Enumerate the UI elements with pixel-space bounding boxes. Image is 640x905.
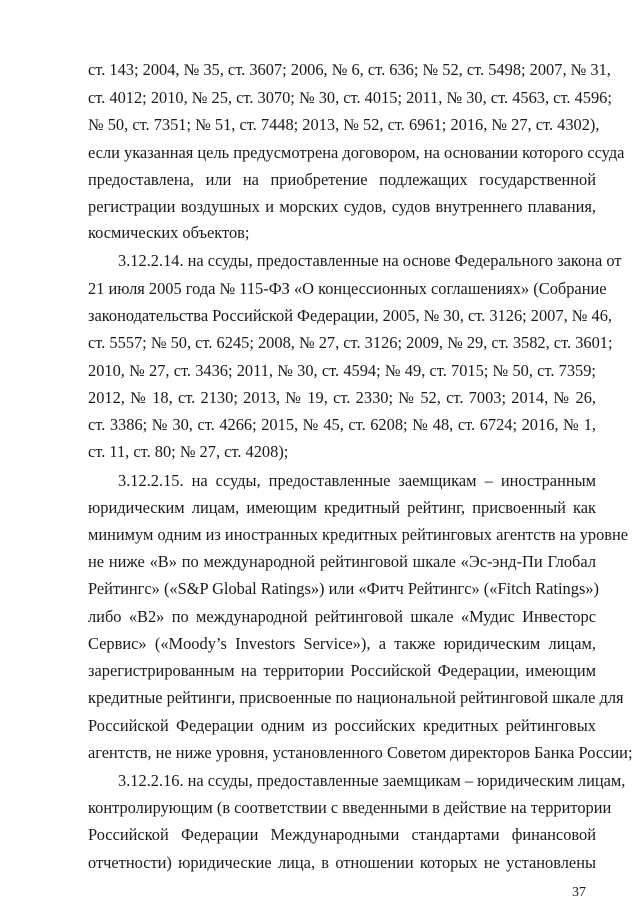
text-line: космических объектов; [88, 223, 250, 242]
text-line: ст. 3386; № 30, ст. 4266; 2015, № 45, ст. 6208; № 48, ст. 6724; 2016, № 1, [88, 415, 596, 434]
text-line: кредитные рейтинги, присвоенные по национальной рейтинговой шкале для [88, 688, 624, 707]
text-line: № 50, ст. 7351; № 51, ст. 7448; 2013, № 52, ст. 6961; 2016, № 27, ст. 4302), [88, 115, 600, 134]
text-line: ст. 143; 2004, № 35, ст. 3607; 2006, № 6, ст. 636; № 52, ст. 5498; 2007, № 31, [88, 60, 611, 79]
text-line: Российской Федерации одним из российских кредитных рейтинговых [88, 716, 596, 735]
text-line: зарегистрированным на территории Российской Федерации, имеющим [88, 661, 596, 680]
text-line: предоставлена, или на приобретение подлежащих государственной [88, 170, 596, 189]
text-line: 2012, № 18, ст. 2130; 2013, № 19, ст. 2330; № 52, ст. 7003; 2014, № 26, [88, 388, 596, 407]
text-line: ст. 11, ст. 80; № 27, ст. 4208); [88, 442, 289, 461]
page-number: 37 [572, 885, 586, 900]
text-line: либо «B2» по международной рейтинговой шкале «Мудис Инвесторс [88, 607, 596, 626]
text-line: 3.12.2.14. на ссуды, предоставленные на основе Федерального закона от [118, 251, 622, 270]
text-line: контролирующим (в соответствии с введенными в действие на территории [88, 798, 612, 817]
text-line: регистрации воздушных и морских судов, судов внутреннего плавания, [88, 197, 596, 216]
text-line: Сервис» («Moody’s Investors Service»), а также юридическим лицам, [88, 634, 596, 653]
text-line: 2010, № 27, ст. 3436; 2011, № 30, ст. 4594; № 49, ст. 7015; № 50, ст. 7359; [88, 361, 596, 380]
text-line: законодательства Российской Федерации, 2005, № 30, ст. 3126; 2007, № 46, [88, 306, 612, 325]
text-line: отчетности) юридические лица, в отношении которых не установлены [88, 853, 596, 872]
text-line: не ниже «B» по международной рейтинговой шкале «Эс-энд-Пи Глобал [88, 552, 596, 571]
text-line: ст. 5557; № 50, ст. 6245; 2008, № 27, ст. 3126; 2009, № 29, ст. 3582, ст. 3601; [88, 333, 613, 352]
text-line: юридическим лицам, имеющим кредитный рейтинг, присвоенный как [88, 498, 596, 517]
text-line: если указанная цель предусмотрена договором, на основании которого ссуда [88, 143, 625, 162]
text-line: минимум одним из иностранных кредитных рейтинговых агентств на уровне [88, 525, 629, 544]
text-line: 3.12.2.16. на ссуды, предоставленные заемщикам – юридическим лицам, [118, 771, 626, 790]
text-line: Рейтингс» («S&P Global Ratings») или «Фитч Рейтингс» («Fitch Ratings») [88, 579, 599, 598]
text-line: Российской Федерации Международными стандартами финансовой [88, 825, 596, 844]
text-line: ст. 4012; 2010, № 25, ст. 3070; № 30, ст. 4015; 2011, № 30, ст. 4563, ст. 4596; [88, 88, 612, 107]
text-line: 21 июля 2005 года № 115-ФЗ «О концессионных соглашениях» (Собрание [88, 279, 607, 298]
text-line: 3.12.2.15. на ссуды, предоставленные заемщикам – иностранным [118, 471, 596, 490]
text-line: агентств, не ниже уровня, установленного Советом директоров Банка России; [88, 743, 633, 762]
